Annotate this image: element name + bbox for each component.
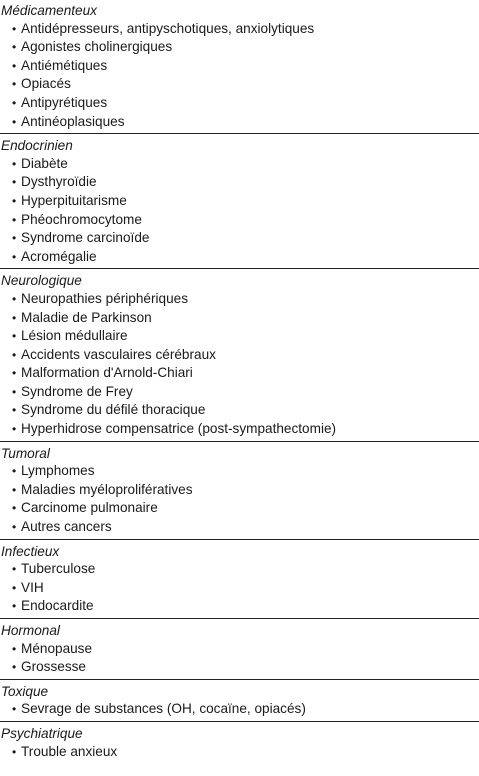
list-item	[0, 94, 479, 113]
category-section	[0, 0, 479, 133]
list-item	[0, 248, 479, 267]
category-section	[0, 441, 479, 539]
category-section	[0, 268, 479, 440]
category-section	[0, 721, 479, 763]
list-item-label: VIH	[21, 579, 44, 595]
category-section	[0, 133, 479, 268]
category-title: Toxique	[1, 683, 49, 699]
list-item-label: Hyperpituitarisme	[21, 192, 127, 208]
list-item-label: Antinéoplasiques	[21, 113, 125, 129]
list-item-label: Grossesse	[21, 659, 86, 675]
list-item	[0, 346, 479, 365]
category-title: Infectieux	[1, 543, 60, 559]
list-item-label: Carcinome pulmonaire	[21, 500, 158, 516]
category-section	[0, 679, 479, 721]
list-item-label: Antipyrétiques	[21, 94, 108, 110]
bullet-icon: •	[12, 156, 17, 171]
list-item	[0, 192, 479, 211]
bullet-icon: •	[12, 231, 17, 246]
list-item-label: Phéochromocytome	[21, 211, 142, 227]
list-item	[0, 640, 479, 659]
list-item	[0, 481, 479, 500]
list-item	[0, 75, 479, 94]
list-item-label: Syndrome de Frey	[21, 383, 133, 399]
list-item-label: Lésion médullaire	[21, 328, 128, 344]
list-item	[0, 20, 479, 39]
bullet-icon: •	[12, 58, 17, 73]
category-title: Hormonal	[1, 623, 60, 638]
list-item-label: Dysthyroïdie	[21, 174, 97, 190]
list-item	[0, 383, 479, 402]
bullet-icon: •	[12, 40, 17, 55]
list-item	[0, 155, 479, 174]
list-item	[0, 700, 479, 719]
list-item	[0, 462, 479, 481]
list-item-label: Malformation d'Arnold-Chiari	[21, 365, 193, 381]
list-item-label: Maladie de Parkinson	[21, 309, 152, 325]
list-item	[0, 743, 479, 762]
list-item	[0, 499, 479, 518]
category-title: Psychiatrique	[1, 725, 83, 741]
list-item-label: Endocardite	[21, 598, 94, 614]
list-item	[0, 309, 479, 328]
bullet-icon: •	[12, 580, 17, 595]
bullet-icon: •	[12, 77, 17, 92]
bullet-icon: •	[12, 660, 17, 675]
category-section	[0, 618, 479, 679]
bullet-icon: •	[12, 291, 17, 306]
list-item-label: Tuberculose	[21, 561, 96, 577]
list-item-label: Neuropathies périphériques	[21, 290, 189, 306]
list-item-label: Accidents vasculaires cérébraux	[21, 346, 216, 362]
list-item	[0, 290, 479, 309]
list-item-label: Trouble anxieux	[21, 743, 118, 759]
category-title: Neurologique	[1, 273, 82, 289]
list-item	[0, 38, 479, 57]
list-item	[0, 401, 479, 420]
list-item-label: Ménopause	[21, 640, 93, 656]
list-item	[0, 420, 479, 439]
bullet-icon: •	[12, 403, 17, 418]
list-item-label: Acromégalie	[21, 248, 97, 264]
list-item	[0, 57, 479, 76]
bullet-icon: •	[12, 520, 17, 535]
bullet-icon: •	[12, 193, 17, 208]
bullet-icon: •	[12, 114, 17, 129]
bullet-icon: •	[12, 249, 17, 264]
category-title: Endocrinien	[1, 138, 73, 154]
list-item-label: Lymphomes	[21, 463, 95, 479]
category-section	[0, 539, 479, 618]
bullet-icon: •	[12, 21, 17, 36]
category-title: Médicamenteux	[1, 3, 97, 18]
bullet-icon: •	[12, 329, 17, 344]
bullet-icon: •	[12, 310, 17, 325]
list-item-label: Maladies myéloprolifératives	[21, 481, 193, 497]
list-item	[0, 597, 479, 616]
list-item-label: Opiacés	[21, 76, 71, 92]
bullet-icon: •	[12, 641, 17, 656]
bullet-icon: •	[12, 562, 17, 577]
bullet-icon: •	[12, 702, 17, 717]
list-item	[0, 658, 479, 677]
list-item-label: Antiémétiques	[21, 57, 108, 73]
list-item	[0, 113, 479, 132]
bullet-icon: •	[12, 347, 17, 362]
bullet-icon: •	[12, 175, 17, 190]
bullet-icon: •	[12, 422, 17, 437]
bullet-icon: •	[12, 366, 17, 381]
list-item-label: Diabète	[21, 155, 68, 171]
list-item-label: Sevrage de substances (OH, cocaïne, opiacés)	[21, 701, 306, 717]
list-item	[0, 327, 479, 346]
list-item	[0, 560, 479, 579]
bullet-icon: •	[12, 212, 17, 227]
bullet-icon: •	[12, 482, 17, 497]
bullet-icon: •	[12, 744, 17, 759]
list-item	[0, 364, 479, 383]
list-item-label: Antidépresseurs, antipyschotiques, anxiolytiques	[21, 20, 315, 36]
list-item	[0, 211, 479, 230]
bullet-icon: •	[12, 95, 17, 110]
list-item-label: Syndrome du défilé thoracique	[21, 402, 206, 418]
bullet-icon: •	[12, 464, 17, 479]
list-item-label: Hyperhidrose compensatrice (post-sympathectomie)	[21, 421, 337, 437]
bullet-icon: •	[12, 599, 17, 614]
list-item	[0, 518, 479, 537]
list-item-label: Syndrome carcinoïde	[21, 230, 150, 246]
list-item	[0, 229, 479, 248]
list-item-label: Autres cancers	[21, 519, 112, 535]
list-item-label: Agonistes cholinergiques	[21, 39, 173, 55]
bullet-icon: •	[12, 384, 17, 399]
list-item	[0, 173, 479, 192]
category-title: Tumoral	[1, 445, 50, 461]
bullet-icon: •	[12, 501, 17, 516]
list-item	[0, 579, 479, 598]
